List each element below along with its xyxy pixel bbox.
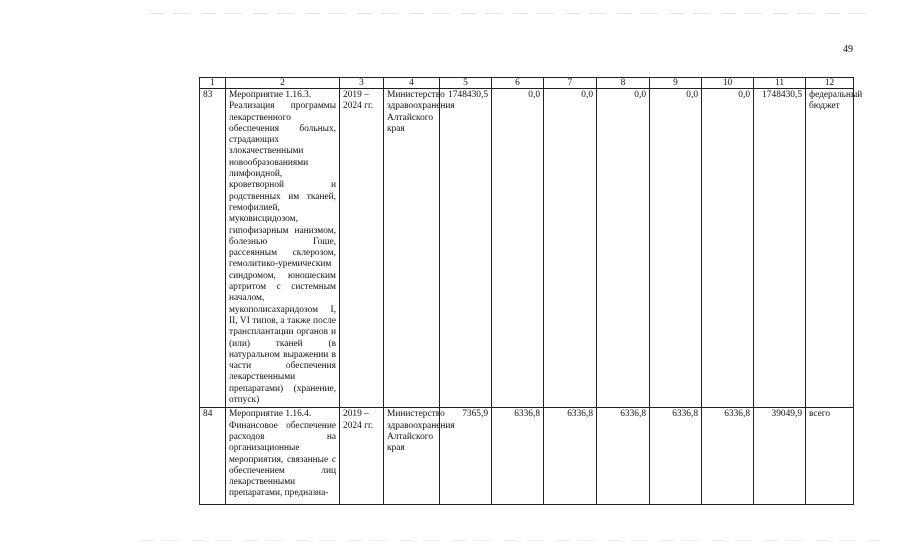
page-number: 49: [843, 44, 853, 55]
funding-source-cell: федеральный бюджет: [806, 89, 854, 408]
value-cell: 6336,8: [492, 408, 544, 505]
table-row: [200, 408, 854, 505]
value-cell: 6336,8: [544, 408, 597, 505]
row-number: 83: [200, 89, 226, 408]
period-cell: 2019 – 2024 гг.: [340, 89, 384, 408]
budget-table: [199, 77, 863, 505]
value-cell: 6336,8: [597, 408, 650, 505]
executor-cell: Министерство здравоохранения Алтайского края: [384, 408, 440, 505]
header-cell: 11: [754, 78, 806, 89]
value-cell: 0,0: [544, 89, 597, 408]
value-cell: 6336,8: [702, 408, 754, 505]
header-cell: 5: [440, 78, 492, 89]
header-cell: 12: [806, 78, 854, 89]
header-row: [200, 78, 854, 89]
scan-artifact-bottom: [140, 540, 880, 541]
value-cell: 1748430,5: [440, 89, 492, 408]
period-cell: 2019 – 2024 гг.: [340, 408, 384, 505]
header-cell: 4: [384, 78, 440, 89]
value-cell: 6336,8: [650, 408, 702, 505]
value-cell: 0,0: [702, 89, 754, 408]
header-cell: 10: [702, 78, 754, 89]
header-cell: 2: [226, 78, 340, 89]
scan-artifact-top: [150, 13, 870, 14]
measure-description: Мероприятие 1.16.4. Финансовое обеспечение расходов на организационные мероприятия, связанные с обеспечением лиц лекарственными препаратами, предназна-: [226, 408, 340, 505]
table-row: [200, 89, 854, 408]
header-cell: 3: [340, 78, 384, 89]
value-cell: 0,0: [492, 89, 544, 408]
value-cell: 0,0: [650, 89, 702, 408]
header-cell: 6: [492, 78, 544, 89]
value-cell: 39049,9: [754, 408, 806, 505]
header-cell: 1: [200, 78, 226, 89]
funding-source-cell: всего: [806, 408, 854, 505]
value-cell: 0,0: [597, 89, 650, 408]
value-cell: 7365,9: [440, 408, 492, 505]
header-cell: 9: [650, 78, 702, 89]
value-cell: 1748430,5: [754, 89, 806, 408]
executor-cell: Министерство здравоохранения Алтайского края: [384, 89, 440, 408]
header-cell: 8: [597, 78, 650, 89]
measure-description: Мероприятие 1.16.3. Реализация программы лекарственного обеспечения больных, страдающих злокачественными новообразованиями лимфоидной, кроветворной и родственных им тканей, гемофилией, муковисцидозом, гипофизарным нанизмом, болезнью Гоше, рассеянным склерозом, гемолитико-уремическим синдромом, юношеским артритом с системным началом, мукополисахаридозом I, II, VI типов, а также после трансплантации органов и (или) тканей (в натуральном выражении в части обеспечения лекарственными препаратами) (хранение, отпуск): [226, 89, 340, 408]
row-number: 84: [200, 408, 226, 505]
header-cell: 7: [544, 78, 597, 89]
